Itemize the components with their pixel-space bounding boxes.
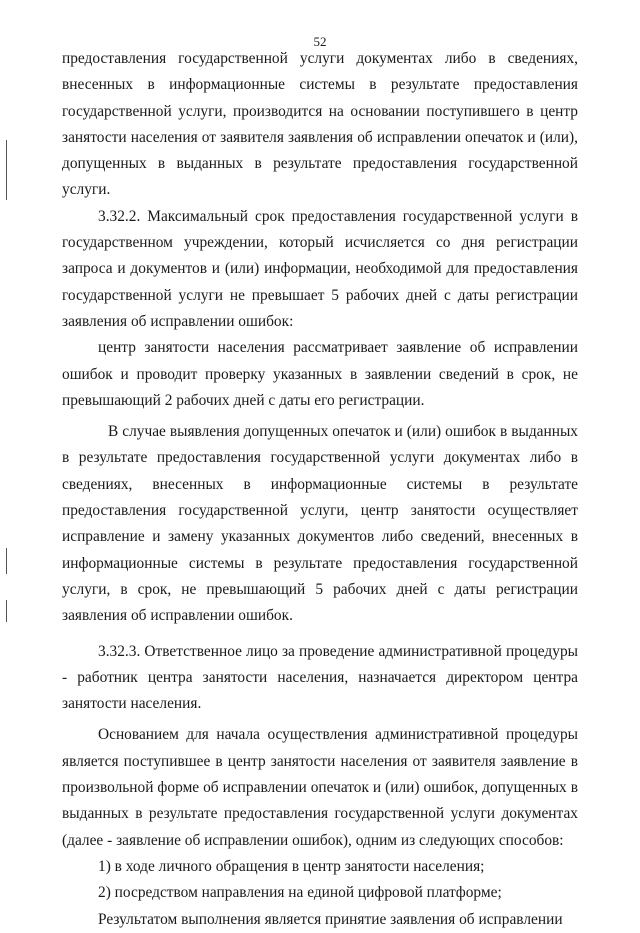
paragraph-review: центр занятости населения рассматривает заявление об исправлении ошибок и проводит проверку указанных в заявлении сведений в срок, не превышающий 2 рабочих дней с даты его регистрации. <box>62 339 578 409</box>
paragraph-grounds: Основанием для начала осуществления административной процедуры является поступившее в центр занятости населения от заявителя заявление в произвольной форме об исправлении опечаток и (или) ошибок, допущенных в выданных в результате предоставления государственной услуги документах (далее - заявление об исправлении ошибок), одним из следующих способов: <box>62 726 578 849</box>
list-item-2: 2) посредством направления на единой цифровой платформе; <box>98 884 502 902</box>
scan-edge-mark <box>6 600 7 622</box>
page-number: 52 <box>313 34 327 49</box>
paragraph-continuation: предоставления государственной услуги документах либо в сведениях, внесенных в информационные системы в результате предоставления государственной услуги, производится на основании поступившего в центр занятости населения от заявителя заявления об исправлении опечаток и (или), допущенных в выданных в результате предоставления государственной услуги. <box>62 50 578 199</box>
list-item-1: 1) в ходе личного обращения в центр занятости населения; <box>98 857 485 875</box>
paragraph-result: Результатом выполнения является принятие заявления об исправлении <box>98 910 563 928</box>
paragraph-errors-found: В случае выявления допущенных опечаток и (или) ошибок в выданных в результате предоставления государственной услуги документах либо в сведениях, внесенных в информационные системы в результате предоставления государственной услуги, центр занятости осуществляет исправление и замену указанных документов либо сведений, внесенных в информационные системы в результате предоставления государственной услуги, в срок, не превышающий 5 рабочих дней с даты регистрации заявления об исправлении ошибок. <box>62 423 578 625</box>
scan-edge-mark <box>6 140 7 200</box>
paragraph-3-32-2: 3.32.2. Максимальный срок предоставления государственной услуги в государственном учреждении, который исчисляется со дня регистрации запроса и документов и (или) информации, необходимой для предоставления государственной услуги не превышает 5 рабочих дней с даты регистрации заявления об исправлении ошибок: <box>62 207 578 330</box>
paragraph-3-32-3: 3.32.3. Ответственное лицо за проведение административной процедуры - работник центра занятости населения, назначается директором центра занятости населения. <box>62 642 578 713</box>
document-body <box>62 46 578 933</box>
scan-edge-mark <box>6 548 7 574</box>
